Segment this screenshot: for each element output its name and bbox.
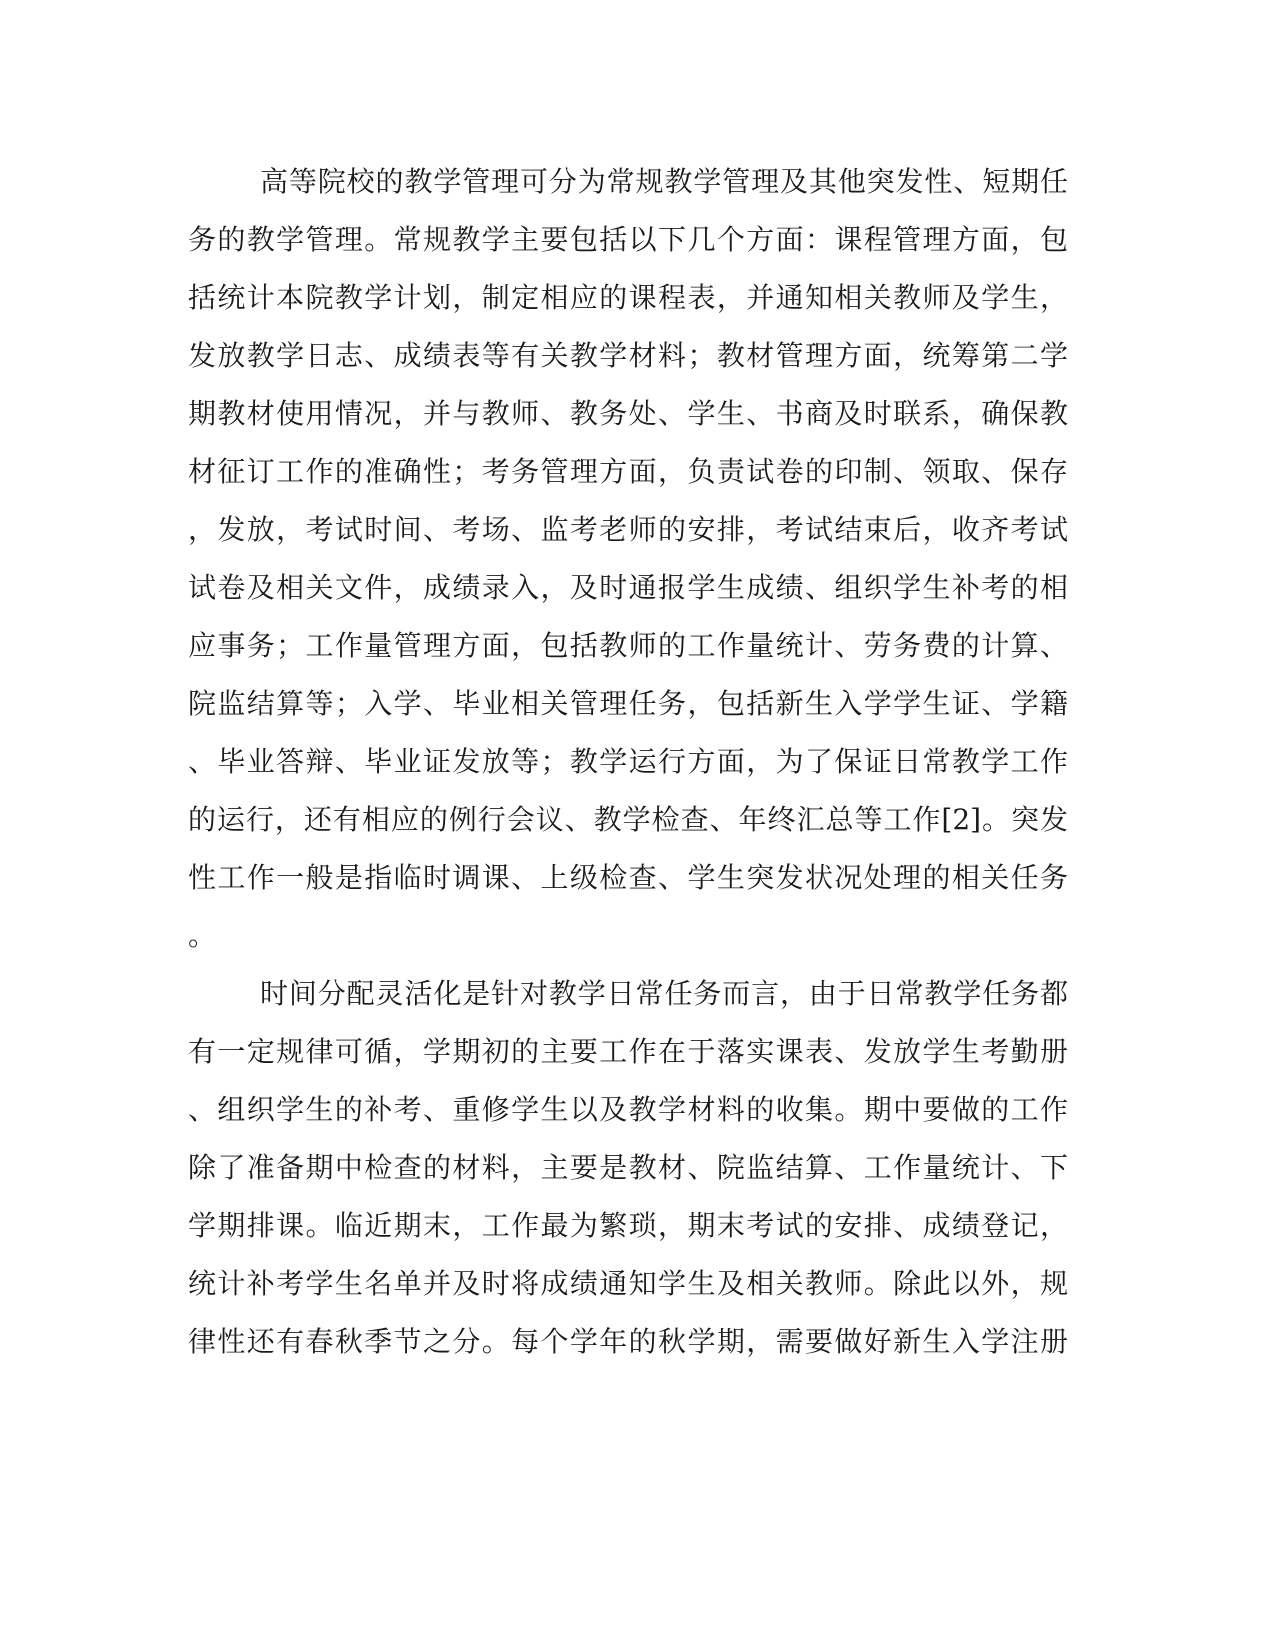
paragraph-1-line-14: 。 [188, 919, 217, 952]
paragraph-1-line-11: 、毕业答辩、毕业证发放等；教学运行方面，为了保证日常教学工作 [188, 745, 1068, 778]
paragraph-1-line-6: 材征订工作的准确性；考务管理方面，负责试卷的印制、领取、保存 [188, 455, 1068, 488]
paragraph-2-line-4: 除了准备期中检查的材料，主要是教材、院监结算、工作量统计、下 [188, 1151, 1068, 1184]
paragraph-1-line-8: 试卷及相关文件，成绩录入，及时通报学生成绩、组织学生补考的相 [188, 571, 1068, 604]
paragraph-1-line-13: 性工作一般是指临时调课、上级检查、学生突发状况处理的相关任务 [188, 861, 1068, 894]
paragraph-1-line-3: 括统计本院教学计划，制定相应的课程表，并通知相关教师及学生， [188, 281, 1068, 314]
paragraph-1-line-5: 期教材使用情况，并与教师、教务处、学生、书商及时联系，确保教 [188, 397, 1068, 430]
paragraph-2-line-1: 时间分配灵活化是针对教学日常任务而言，由于日常教学任务都 [260, 977, 1068, 1010]
paragraph-2-line-3: 、组织学生的补考、重修学生以及教学材料的收集。期中要做的工作 [188, 1093, 1068, 1126]
paragraph-2-line-7: 律性还有春秋季节之分。每个学年的秋学期，需要做好新生入学注册 [188, 1325, 1068, 1358]
paragraph-1-line-9: 应事务；工作量管理方面，包括教师的工作量统计、劳务费的计算、 [188, 629, 1068, 662]
paragraph-2-line-2: 有一定规律可循，学期初的主要工作在于落实课表、发放学生考勤册 [188, 1035, 1068, 1068]
paragraph-1-line-2: 务的教学管理。常规教学主要包括以下几个方面：课程管理方面，包 [188, 223, 1068, 256]
paragraph-1-line-4: 发放教学日志、成绩表等有关教学材料；教材管理方面，统筹第二学 [188, 339, 1068, 372]
paragraph-1-line-1: 高等院校的教学管理可分为常规教学管理及其他突发性、短期任 [260, 165, 1068, 198]
paragraph-1-line-10: 院监结算等；入学、毕业相关管理任务，包括新生入学学生证、学籍 [188, 687, 1068, 720]
paragraph-2-line-5: 学期排课。临近期末，工作最为繁琐，期末考试的安排、成绩登记， [188, 1209, 1068, 1242]
paragraph-1-line-12: 的运行，还有相应的例行会议、教学检查、年终汇总等工作[2]。突发 [188, 803, 1068, 836]
paragraph-2-line-6: 统计补考学生名单并及时将成绩通知学生及相关教师。除此以外，规 [188, 1267, 1068, 1300]
paragraph-1-line-7: ，发放，考试时间、考场、监考老师的安排，考试结束后，收齐考试 [188, 513, 1068, 546]
